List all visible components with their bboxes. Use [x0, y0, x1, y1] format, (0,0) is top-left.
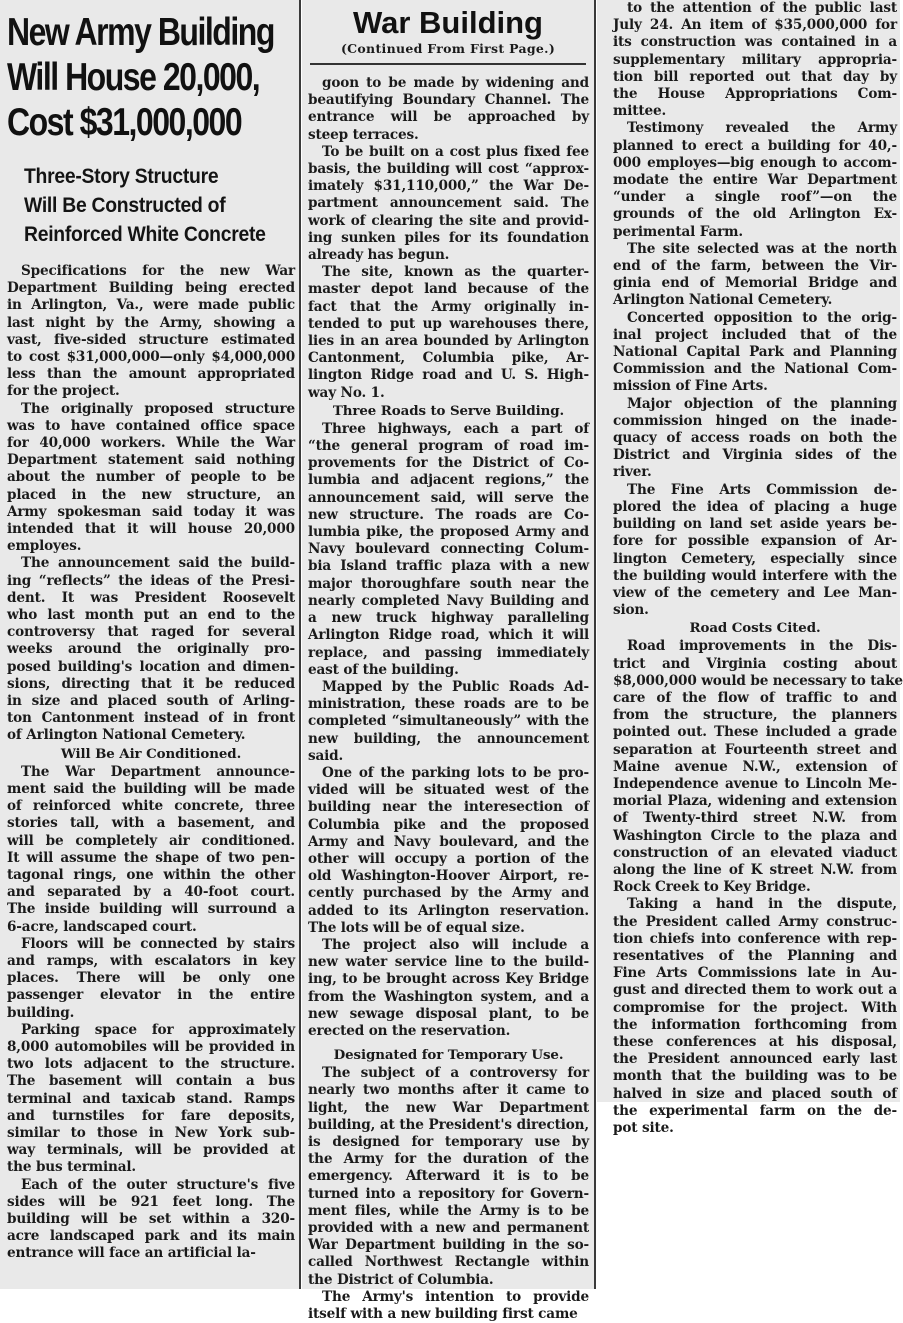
text-line: The project also will include a	[322, 936, 589, 953]
text-line: pot site.	[613, 1120, 674, 1136]
text-line: ginia end of Memorial Bridge and	[613, 275, 897, 292]
text-line: will be completely air conditioned.	[7, 832, 295, 849]
deck-line: Will Be Constructed of	[24, 193, 226, 217]
text-line: quacy of access roads on both the	[613, 430, 897, 447]
text-line: Maine avenue N.W., extension of	[613, 758, 897, 775]
section-subhead: Road Costs Cited.	[689, 620, 821, 637]
paragraph	[7, 1022, 295, 1177]
text-line: separation at Fourteenth street and	[613, 741, 897, 758]
text-line: ing “reflects” the ideas of the Presi-	[7, 572, 295, 589]
text-line: ton Cantonment instead of in front	[7, 710, 295, 727]
text-line: of Arlington National Cemetery.	[7, 727, 246, 744]
text-line: tended to put up warehouses there,	[308, 315, 589, 332]
text-line: in size and placed south of Arling-	[7, 693, 295, 710]
text-line: who last month put an end to the	[7, 607, 295, 624]
text-line: Columbia pike and the proposed	[308, 816, 589, 833]
text-line: Road improvements in the Dis-	[627, 638, 897, 655]
text-line: Parking space for approximately	[21, 1021, 295, 1038]
text-line: less than the amount appropriated	[7, 366, 295, 383]
text-line: Arlington Ridge road, which it will	[308, 627, 589, 644]
text-line: new water service line to the build-	[308, 954, 589, 971]
text-line: ministration, these roads are to be	[308, 696, 589, 713]
paragraph	[7, 263, 295, 401]
text-line: Specifications for the new War	[21, 263, 295, 279]
text-line: and separated by a 40-foot court.	[7, 884, 295, 901]
text-line: employes.	[7, 538, 82, 555]
text-line: dent. It was President Roosevelt	[7, 589, 295, 606]
text-line: two lots adjacent to the structure.	[7, 1056, 295, 1073]
text-line: beautifying Boundary Channel. The	[308, 92, 589, 109]
text-line: east of the building.	[308, 661, 459, 678]
text-line: of reinforced white concrete, three	[7, 798, 295, 815]
paragraph	[308, 765, 589, 937]
text-line: last night by the Army, showing a	[7, 314, 295, 331]
text-line: master depot land because of the	[308, 281, 589, 298]
article-text	[613, 638, 903, 1137]
paragraph	[613, 310, 897, 396]
paragraph	[7, 401, 295, 556]
paragraph	[7, 936, 295, 1022]
section-subhead: Three Roads to Serve Building.	[332, 402, 565, 419]
text-line: turned into a repository for Govern-	[308, 1185, 589, 1202]
text-line: Each of the outer structure's five	[21, 1176, 295, 1193]
text-line: War Department building in the so-	[308, 1237, 589, 1254]
text-line: morial Plaza, widening and extension	[613, 793, 897, 810]
text-line: entrance will face an artificial la-	[7, 1245, 256, 1262]
headline-line: Will House 20,000,	[7, 56, 260, 99]
column-rule	[594, 0, 596, 1289]
text-line: its construction was contained in a	[613, 34, 897, 51]
text-line: steep terraces.	[308, 126, 419, 143]
text-line: for 40,000 workers. While the War	[7, 435, 295, 452]
text-line: District and Virginia sides of the	[613, 447, 897, 464]
text-line: cently purchased by the Army and	[308, 885, 589, 902]
text-line: lumbia and adjacent regions,” the	[308, 472, 589, 489]
paragraph	[308, 679, 589, 765]
text-line: and ramps, with escalators in key	[7, 952, 295, 969]
text-line: light, the new War Department	[308, 1099, 589, 1116]
text-line: planned to erect a building for 40,-	[613, 137, 897, 154]
text-line: Fine Arts Commissions late in Au-	[613, 965, 897, 982]
text-line: ing sunken piles for its foundation	[308, 229, 589, 246]
text-line: new building, the announcement	[308, 730, 589, 747]
text-line: sion.	[613, 602, 649, 619]
headline-line: Cost $31,000,000	[7, 101, 242, 144]
text-line: inal project included that of the	[613, 326, 897, 343]
text-line: One of the parking lots to be pro-	[322, 764, 589, 781]
text-line: Taking a hand in the dispute,	[627, 896, 897, 913]
text-line: about the number of people to be	[7, 469, 295, 486]
text-line: is designed for temporary use by	[308, 1133, 589, 1150]
paragraph	[613, 896, 897, 1137]
text-line: Commission and the National Com-	[613, 361, 897, 378]
text-line: intended that it will house 20,000	[7, 521, 295, 538]
paragraph	[613, 120, 897, 240]
text-line: passenger elevator in the entire	[7, 987, 295, 1004]
text-line: end of the farm, between the Vir-	[613, 258, 897, 275]
paragraph	[613, 482, 897, 620]
text-line: 8,000 automobiles will be provided in	[7, 1038, 295, 1055]
deck-line: Reinforced White Concrete	[24, 222, 266, 246]
text-line: month that the building was to be	[613, 1068, 897, 1085]
paragraph	[308, 1289, 589, 1323]
paragraph	[308, 144, 589, 264]
text-line: mittee.	[613, 103, 667, 120]
text-line: Independence avenue to Lincoln Me-	[613, 775, 897, 792]
text-line: Rock Creek to Key Bridge.	[613, 879, 811, 896]
text-line: “under a single roof”—on the	[613, 189, 897, 206]
text-line: tion chiefs into conference with rep-	[613, 930, 897, 947]
text-line: grounds of the old Arlington Ex-	[613, 206, 897, 223]
header-rule	[310, 63, 586, 65]
text-line: way No. 1.	[308, 384, 385, 401]
paragraph	[308, 1065, 589, 1289]
text-line: Department Building being erected	[7, 280, 295, 297]
right-body	[597, 0, 903, 1137]
text-line: the President called Army construc-	[613, 913, 897, 930]
text-line: Department statement said nothing	[7, 452, 295, 469]
text-line: fore for possible expansion of Ar-	[613, 533, 897, 550]
text-line: The lots will be of equal size.	[308, 919, 525, 936]
text-line: vast, five-sided structure estimated	[7, 331, 295, 348]
text-line: tagonal rings, one within the other	[7, 866, 295, 883]
text-line: The originally proposed structure	[21, 400, 295, 417]
text-line: 6-acre, landscaped court.	[7, 918, 197, 935]
text-line: itself with a new building first came	[308, 1306, 578, 1323]
text-line: The War Department announce-	[21, 763, 295, 780]
text-line: basis, the building will cost “approx-	[308, 161, 589, 178]
text-line: To be built on a cost plus fixed fee	[322, 143, 589, 160]
text-line: trict and Virginia costing about	[613, 655, 897, 672]
text-line: vided will be situated west of the	[308, 782, 589, 799]
text-line: announcement said, will serve the	[308, 489, 589, 506]
paragraph	[7, 764, 295, 936]
text-line: Concerted opposition to the orig-	[627, 309, 897, 326]
text-line: terminal and taxicab stand. Ramps	[7, 1090, 295, 1107]
text-line: to cost $31,000,000—only $4,000,000	[7, 349, 295, 366]
article-text	[7, 764, 295, 1263]
paragraph	[613, 396, 897, 482]
text-line: places. There will be only one	[7, 970, 295, 987]
text-line: Testimony revealed the Army	[627, 120, 897, 137]
text-line: similar to those in New York sub-	[7, 1124, 295, 1141]
text-line: pointed out. These included a grade	[613, 724, 897, 741]
text-line: new structure. The roads are Co-	[308, 506, 589, 523]
text-line: the Army for the duration of the	[308, 1151, 589, 1168]
middle-body	[302, 75, 594, 1323]
text-line: The basement will contain a bus	[7, 1073, 295, 1090]
text-line: construction of an elevated viaduct	[613, 844, 897, 861]
text-line: acre landscaped park and its main	[7, 1228, 295, 1245]
text-line: “the general program of road im-	[308, 438, 589, 455]
article-text	[7, 263, 295, 745]
text-line: plored the idea of placing a huge	[613, 498, 897, 515]
text-line: already has begun.	[308, 247, 450, 264]
text-line: added to its Arlington reservation.	[308, 902, 589, 919]
middle-column	[302, 0, 594, 1323]
text-line: Three highways, each a part of	[322, 420, 589, 437]
text-line: from the Washington system, and a	[308, 988, 589, 1005]
text-line: lies in an area bounded by Arlington	[308, 333, 589, 350]
text-line: compromise for the project. With	[613, 999, 897, 1016]
text-line: controversy that raged for several	[7, 624, 295, 641]
text-line: modate the entire War Department	[613, 172, 897, 189]
text-line: the experimental farm on the de-	[613, 1102, 897, 1119]
section-subhead: Designated for Temporary Use.	[333, 1047, 564, 1064]
text-line: building will be set within a 320-	[7, 1210, 295, 1227]
paragraph	[308, 937, 589, 1040]
text-line: Mapped by the Public Roads Ad-	[322, 678, 589, 695]
text-line: supplementary military appropria-	[613, 51, 897, 68]
text-line: the District of Columbia.	[308, 1271, 494, 1288]
text-line: the building would interfere with the	[613, 567, 897, 584]
text-line: said.	[308, 747, 344, 764]
text-line: from the structure, the planners	[613, 707, 897, 724]
deck-line: Three-Story Structure	[24, 164, 219, 188]
text-line: The Fine Arts Commission de-	[627, 481, 897, 498]
text-line: The subject of a controversy for	[322, 1065, 589, 1082]
text-line: erected on the reservation.	[308, 1022, 511, 1039]
paragraph	[7, 1177, 295, 1263]
text-line: imately $31,110,000,” the War De-	[308, 178, 589, 195]
text-line: commission hinged on the inade-	[613, 412, 897, 429]
text-line: Navy boulevard connecting Colum-	[308, 541, 589, 558]
text-line: along the line of K street N.W. from	[613, 861, 897, 878]
text-line: National Capital Park and Planning	[613, 344, 897, 361]
text-line: new sewage disposal plant, to be	[308, 1005, 589, 1022]
text-line: the House Appropriations Com-	[613, 86, 897, 103]
text-line: mission of Fine Arts.	[613, 378, 768, 395]
text-line: lumbia pike, the proposed Army and	[308, 524, 589, 541]
paragraph	[613, 0, 897, 120]
text-line: The Army's intention to provide	[322, 1288, 589, 1305]
text-line: work of clearing the site and provid-	[308, 212, 589, 229]
paragraph	[308, 75, 589, 144]
text-line: sions, directing that it be reduced	[7, 675, 295, 692]
text-line: It will assume the shape of two pen-	[7, 849, 295, 866]
text-line: building on land set aside years be-	[613, 516, 897, 533]
paragraph	[308, 264, 589, 402]
jump-headline: War Building	[353, 5, 543, 40]
text-line: placed in the new structure, an	[7, 486, 295, 503]
text-line: building near the interesection of	[308, 799, 589, 816]
text-line: posed building's location and dimen-	[7, 658, 295, 675]
text-line: The site selected was at the north	[627, 240, 897, 257]
text-line: completed “simultaneously” with the	[308, 713, 589, 730]
text-line: Cantonment, Columbia pike, Ar-	[308, 350, 589, 367]
text-line: The site, known as the quarter-	[322, 264, 589, 281]
text-line: and turnstiles for fare deposits,	[7, 1107, 295, 1124]
text-line: tion bill reported out that day by	[613, 68, 897, 85]
paragraph	[308, 421, 589, 679]
text-line: goon to be made by widening and	[322, 75, 589, 91]
text-line: river.	[613, 464, 652, 481]
text-line: to the attention of the public last	[627, 0, 897, 16]
text-line: sides will be 921 feet long. The	[7, 1193, 295, 1210]
sub-headline	[24, 162, 272, 249]
text-line: Army spokesman said today it was	[7, 503, 295, 520]
right-column	[597, 0, 903, 1136]
text-line: building.	[7, 1004, 75, 1021]
text-line: major thoroughfare south near the	[308, 575, 589, 592]
text-line: for the project.	[7, 383, 120, 400]
left-body	[0, 263, 300, 1263]
article-text	[308, 421, 589, 1040]
text-line: the President announced early last	[613, 1051, 897, 1068]
text-line: provements for the District of Co-	[308, 455, 589, 472]
text-line: July 24. An item of $35,000,000 for	[613, 17, 897, 34]
text-line: a new truck highway paralleling	[308, 610, 589, 627]
article-text	[308, 1065, 589, 1323]
text-line: care of the flow of traffic to and	[613, 689, 897, 706]
text-line: nearly completed Navy Building and	[308, 592, 589, 609]
text-line: the information forthcoming from	[613, 1016, 897, 1033]
paragraph	[613, 638, 903, 896]
continued-note: (Continued From First Page.)	[340, 41, 556, 56]
text-line: bia Island traffic plaza with a new	[308, 558, 589, 575]
paragraph	[613, 241, 897, 310]
paragraph	[7, 555, 295, 744]
text-line: the bus terminal.	[7, 1159, 136, 1176]
text-line: ing, to be brought across Key Bridge	[308, 971, 589, 988]
text-line: Army and Navy boulevard, and the	[308, 833, 589, 850]
text-line: fact that the Army originally in-	[308, 298, 589, 315]
text-line: weeks around the originally pro-	[7, 641, 295, 658]
article-text	[613, 0, 897, 619]
text-line: resentatives of the Planning and	[613, 947, 897, 964]
text-line: 000 employes—big enough to accom-	[613, 154, 897, 171]
text-line: these conferences at his disposal,	[613, 1033, 897, 1050]
text-line: of Twenty-third street N.W. from	[613, 810, 897, 827]
text-line: Washington Circle to the plaza and	[613, 827, 897, 844]
text-line: old Washington-Hoover Airport, re-	[308, 868, 589, 885]
text-line: ment files, while the Army is to be	[308, 1202, 589, 1219]
text-line: $8,000,000 would be necessary to take	[613, 672, 903, 689]
main-headline	[7, 10, 274, 145]
text-line: replace, and passing immediately	[308, 644, 589, 661]
text-line: Major objection of the planning	[627, 395, 897, 412]
text-line: perimental Farm.	[613, 223, 743, 240]
text-line: called Northwest Rectangle within	[308, 1254, 589, 1271]
left-column	[0, 0, 300, 1289]
text-line: building, at the President's direction,	[308, 1116, 589, 1133]
text-line: entrance will be approached by	[308, 109, 589, 126]
text-line: lington Ridge road and U. S. High-	[308, 367, 589, 384]
column-rule	[299, 0, 301, 1289]
text-line: The announcement said the build-	[21, 555, 295, 572]
text-line: view of the cemetery and Lee Man-	[613, 584, 897, 601]
text-line: emergency. Afterward it is to be	[308, 1168, 589, 1185]
text-line: other will occupy a portion of the	[308, 850, 589, 867]
text-line: stories tall, with a basement, and	[7, 815, 295, 832]
text-line: lington Cemetery, especially since	[613, 550, 897, 567]
text-line: in Arlington, Va., were made public	[7, 297, 295, 314]
text-line: nearly two months after it came to	[308, 1082, 589, 1099]
text-line: partment announcement said. The	[308, 195, 589, 212]
text-line: The inside building will surround a	[7, 901, 295, 918]
text-line: way terminals, will be provided at	[7, 1142, 295, 1159]
text-line: halved in size and placed south of	[613, 1085, 897, 1102]
text-line: was to have contained office space	[7, 417, 295, 434]
text-line: Arlington National Cemetery.	[613, 292, 833, 309]
section-subhead: Will Be Air Conditioned.	[60, 745, 242, 762]
text-line: gust and directed them to work out a	[613, 982, 897, 999]
text-line: provided with a new and permanent	[308, 1220, 589, 1236]
text-line: Floors will be connected by stairs	[21, 935, 295, 952]
text-line: ment said the building will be made	[7, 780, 295, 797]
article-text	[308, 75, 589, 402]
headline-line: New Army Building	[7, 11, 274, 54]
